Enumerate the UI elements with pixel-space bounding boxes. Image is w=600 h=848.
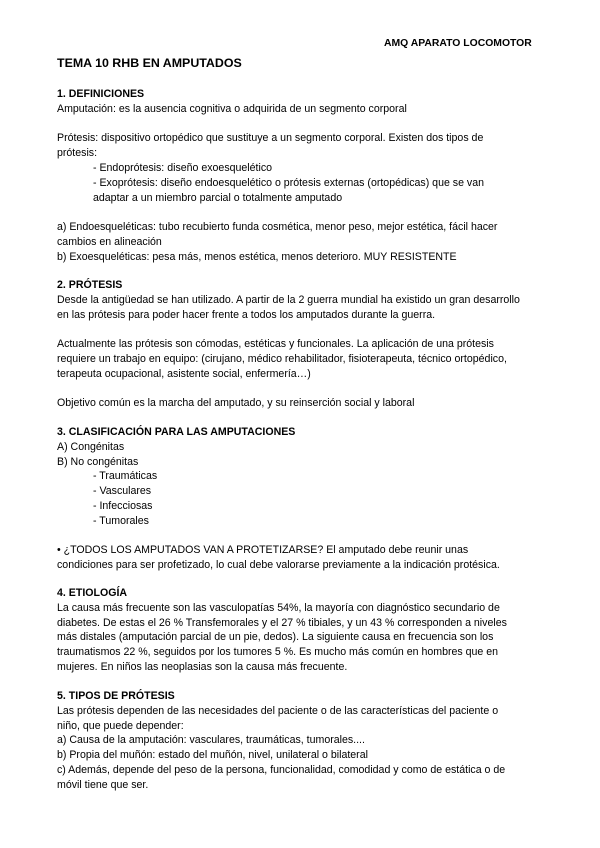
paragraph-line: Prótesis: dispositivo ortopédico que sustituye a un segmento corporal. Existen dos tipos de: [57, 132, 484, 145]
paragraph-line: b) Exoesqueléticas: pesa más, menos estética, menos deterioro. MUY RESISTENTE: [57, 250, 457, 263]
paragraph-line: • ¿TODOS LOS AMPUTADOS VAN A PROTETIZARSE? El amputado debe reunir unas: [57, 544, 469, 557]
section-protesis: [57, 278, 547, 411]
paragraph-line: mujeres. En niños las neoplasias son la causa más frecuente.: [57, 660, 348, 673]
paragraph-line: móvil tiene que ser.: [57, 778, 149, 791]
paragraph-line: terapeuta ocupacional, asistente social, enfermería…): [57, 367, 311, 380]
paragraph-line: a) Endoesqueléticas: tubo recubierto funda cosmética, menor peso, mejor estética, fácil hacer: [57, 221, 498, 234]
paragraph-line: Las prótesis dependen de las necesidades del paciente o de las características del paciente o: [57, 704, 499, 717]
section-tipos-protesis: [57, 689, 547, 793]
paragraph-line: traumatismos 22 %, seguidos por los tumores 5 %. Es mucho más común en hombres que en: [57, 646, 499, 659]
paragraph-line: A) Congénitas: [57, 440, 125, 453]
list-item-continuation: adaptar a un miembro parcial o totalmente amputado: [93, 191, 343, 204]
paragraph-line: condiciones para ser profetizado, lo cual debe valorarse previamente a la indicación protésica.: [57, 559, 500, 572]
paragraph-line: c) Además, depende del peso de la persona, funcionalidad, comodidad y como de estática o de: [57, 763, 506, 776]
paragraph-line: más distales (amputación parcial de un pie, dedos). La siguiente causa en frecuencia son los: [57, 631, 494, 644]
paragraph-line: requiere un trabajo en equipo: (cirujano, médico rehabilitador, fisioterapeuta, técnico ortopédico,: [57, 352, 507, 365]
paragraph-line: Objetivo común es la marcha del amputado, y su reinserción social y laboral: [57, 397, 415, 410]
paragraph-line: b) Propia del muñón: estado del muñón, nivel, unilateral o bilateral: [57, 749, 368, 762]
list-item: - Traumáticas: [93, 470, 158, 483]
paragraph-line: La causa más frecuente son las vasculopatías 54%, la mayoría con diagnóstico secundario de: [57, 601, 500, 614]
paragraph-line: en las prótesis para poder hacer frente a todos los amputados durante la guerra.: [57, 308, 436, 321]
list-item: - Tumorales: [93, 514, 149, 527]
paragraph-line: niño, que puede depender:: [57, 719, 184, 732]
list-item: - Endoprótesis: diseño exoesquelético: [93, 161, 273, 174]
section-etiologia: [57, 586, 547, 675]
paragraph-line: prótesis:: [57, 147, 98, 160]
document-title: TEMA 10 RHB EN AMPUTADOS: [57, 56, 242, 70]
paragraph-line: Desde la antigüedad se han utilizado. A partir de la 2 guerra mundial ha existido un gran desarrollo: [57, 293, 520, 306]
section-heading: 2. PRÓTESIS: [57, 279, 123, 291]
page-header: AMQ APARATO LOCOMOTOR: [384, 38, 532, 49]
list-item: - Infecciosas: [93, 499, 153, 512]
section-heading: 3. CLASIFICACIÓN PARA LAS AMPUTACIONES: [57, 426, 296, 438]
paragraph-line: B) No congénitas: [57, 455, 139, 468]
paragraph-line: cambios en alineación: [57, 235, 162, 248]
paragraph-line: Actualmente las prótesis son cómodas, estéticas y funcionales. La aplicación de una prótesis: [57, 338, 494, 351]
list-item: - Vasculares: [93, 485, 152, 498]
section-heading: 1. DEFINICIONES: [57, 88, 145, 100]
paragraph-line: diabetes. De estas el 26 % Transfemorales y el 27 % tibiales, y un 43 % corresponden a niveles: [57, 616, 507, 629]
section-heading: 4. ETIOLOGÍA: [57, 587, 128, 599]
section-definiciones: [57, 87, 547, 265]
paragraph-line: Amputación: es la ausencia cognitiva o adquirida de un segmento corporal: [57, 102, 407, 115]
section-clasificacion: [57, 425, 547, 573]
section-heading: 5. TIPOS DE PRÓTESIS: [57, 690, 175, 702]
list-item: - Exoprótesis: diseño endoesquelético o prótesis externas (ortopédicas) que se van: [93, 176, 485, 189]
paragraph-line: a) Causa de la amputación: vasculares, traumáticas, tumorales....: [57, 734, 365, 747]
